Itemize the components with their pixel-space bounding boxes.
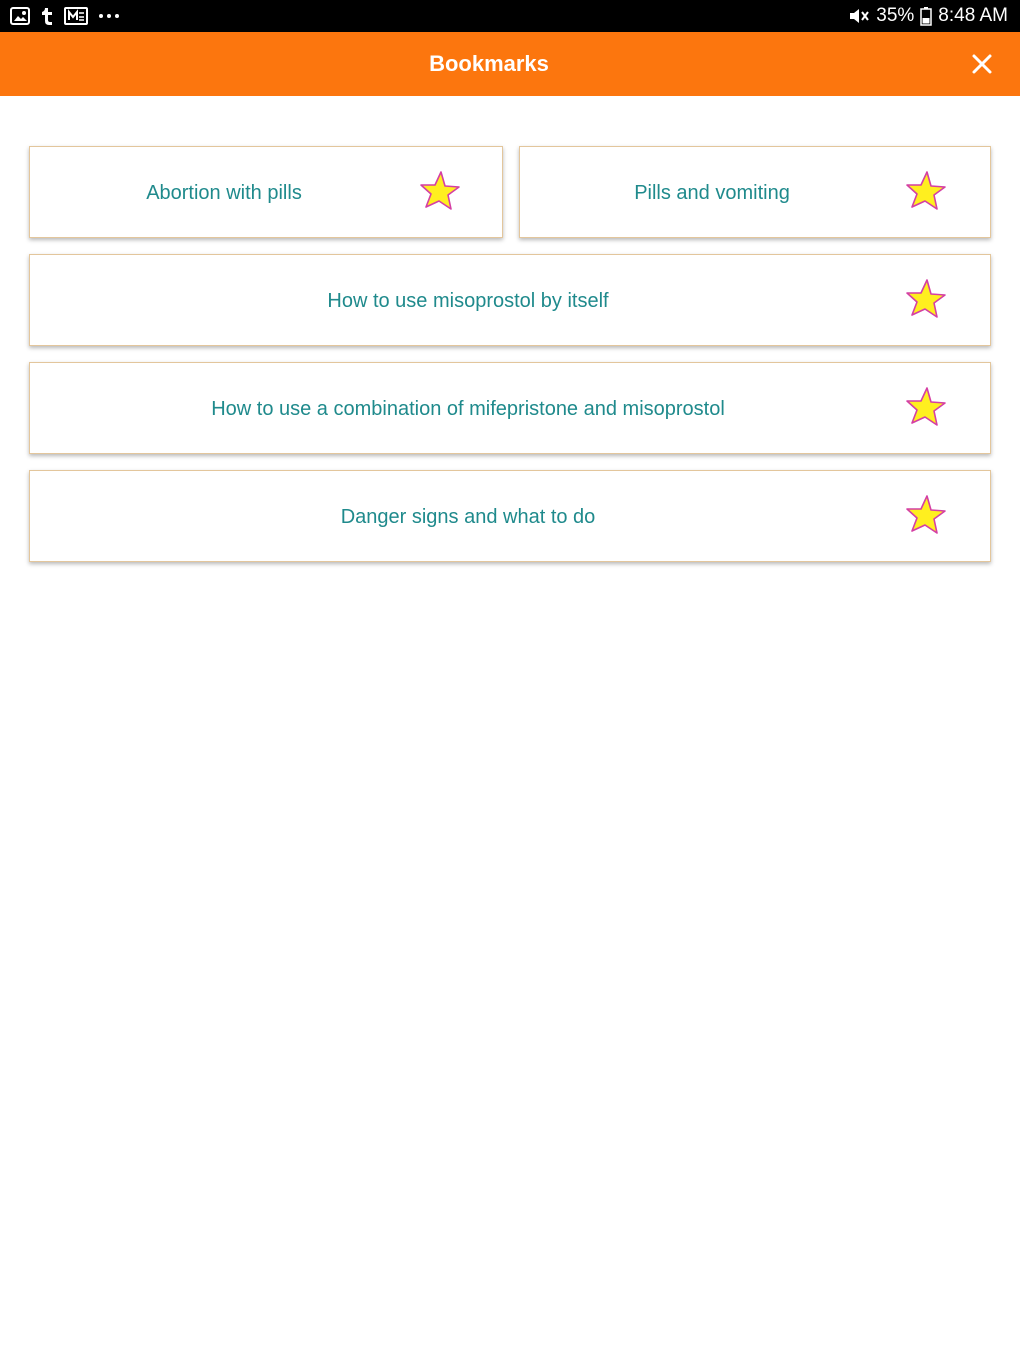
- bookmark-label: Pills and vomiting: [634, 182, 790, 204]
- battery-percent: 35%: [876, 5, 915, 26]
- more-dots-icon: [98, 12, 120, 20]
- tumblr-icon: [40, 6, 54, 26]
- bookmark-label: Abortion with pills: [146, 182, 302, 204]
- bookmark-star-icon[interactable]: [904, 493, 948, 537]
- bookmark-card-misoprostol-by-itself[interactable]: [29, 254, 991, 346]
- bookmark-card-danger-signs[interactable]: [29, 470, 991, 562]
- gallery-icon: [10, 7, 30, 25]
- bookmark-card-abortion-with-pills[interactable]: [29, 146, 503, 238]
- notification-icons: [10, 5, 130, 27]
- bookmark-card-pills-and-vomiting[interactable]: [519, 146, 991, 238]
- bookmark-star-icon[interactable]: [904, 277, 948, 321]
- mute-icon: [848, 6, 870, 26]
- close-button[interactable]: [964, 46, 1000, 82]
- status-bar: [0, 0, 1020, 32]
- page-title: Bookmarks: [429, 51, 549, 76]
- battery-icon: [920, 6, 932, 26]
- app-bar: [0, 32, 1020, 96]
- close-icon: [971, 53, 993, 75]
- bookmark-label: How to use misoprostol by itself: [327, 290, 609, 312]
- bookmark-label: Danger signs and what to do: [340, 506, 596, 528]
- bookmark-star-icon[interactable]: [418, 169, 462, 213]
- system-status: [842, 4, 1008, 28]
- news-icon: [64, 6, 88, 26]
- clock: 8:48 AM: [938, 5, 1008, 26]
- bookmark-card-mifepristone-and-misoprostol[interactable]: [29, 362, 991, 454]
- bookmark-star-icon[interactable]: [904, 169, 948, 213]
- bookmark-star-icon[interactable]: [904, 385, 948, 429]
- bookmark-label: How to use a combination of mifepristone and misoprostol: [211, 398, 725, 420]
